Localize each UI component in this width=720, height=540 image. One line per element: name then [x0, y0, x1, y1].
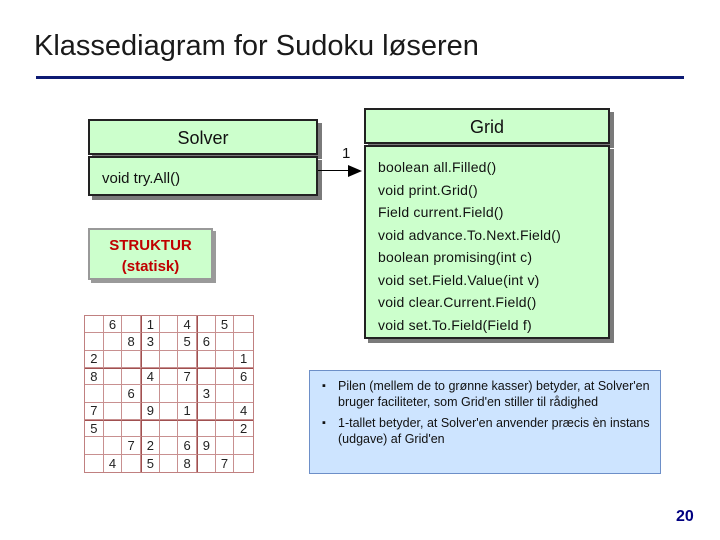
sudoku-cell	[234, 455, 253, 472]
sudoku-cell	[85, 455, 104, 472]
solver-method: void try.All()	[88, 156, 318, 196]
sudoku-cell: 4	[234, 403, 253, 420]
sudoku-cell	[234, 333, 253, 350]
sudoku-cell: 2	[85, 351, 104, 368]
stereotype-label: STRUKTUR	[109, 237, 192, 254]
sudoku-cell	[234, 316, 253, 333]
grid-method: void set.Field.Value(int v)	[378, 271, 540, 288]
sudoku-cell: 1	[178, 403, 197, 420]
sudoku-cell	[197, 420, 216, 437]
sudoku-cell	[178, 420, 197, 437]
note-text: Pilen (mellem de to grønne kasser) betyder, at Solver'en bruger faciliteter, som Grid'en stiller til rådighed	[338, 379, 650, 409]
sudoku-cell	[122, 455, 141, 472]
sudoku-cell	[216, 420, 235, 437]
sudoku-cell	[141, 420, 160, 437]
page-number: 20	[676, 508, 694, 525]
grid-method-list	[364, 145, 610, 339]
sudoku-cell	[104, 385, 123, 402]
sudoku-cell	[104, 351, 123, 368]
sudoku-cell	[197, 351, 216, 368]
note-item	[320, 378, 650, 410]
sudoku-cell	[122, 368, 141, 385]
sudoku-cell	[234, 437, 253, 454]
sudoku-cell	[85, 333, 104, 350]
sudoku-cell: 9	[197, 437, 216, 454]
sudoku-cell	[197, 403, 216, 420]
grid-method: Field current.Field()	[378, 204, 504, 220]
sudoku-cell	[85, 385, 104, 402]
bullet-icon: ▪	[322, 380, 326, 392]
sudoku-cell: 5	[216, 316, 235, 333]
sudoku-cell	[234, 385, 253, 402]
sudoku-cell	[141, 351, 160, 368]
sudoku-cell	[122, 420, 141, 437]
sudoku-cell	[160, 333, 179, 350]
sudoku-cell	[216, 385, 235, 402]
notes-box	[309, 370, 661, 474]
sudoku-cell	[216, 351, 235, 368]
sudoku-cell	[178, 385, 197, 402]
sudoku-cell: 6	[104, 316, 123, 333]
sudoku-cell	[197, 316, 216, 333]
sudoku-cell	[122, 403, 141, 420]
sudoku-cell: 3	[197, 385, 216, 402]
sudoku-cell	[160, 385, 179, 402]
sudoku-cell: 7	[122, 437, 141, 454]
sudoku-cell	[216, 403, 235, 420]
slide-title: Klassediagram for Sudoku løseren	[34, 30, 479, 62]
sudoku-cell	[141, 385, 160, 402]
sudoku-cell: 1	[141, 316, 160, 333]
association-line	[318, 170, 350, 171]
sudoku-cell	[216, 368, 235, 385]
sudoku-cell: 2	[141, 437, 160, 454]
sudoku-cell: 6	[178, 437, 197, 454]
sudoku-cell: 4	[141, 368, 160, 385]
sudoku-cell: 3	[141, 333, 160, 350]
sudoku-cell	[104, 403, 123, 420]
sudoku-cell: 7	[216, 455, 235, 472]
sudoku-grid	[84, 315, 254, 473]
sudoku-cell: 4	[104, 455, 123, 472]
sudoku-cell	[160, 420, 179, 437]
bullet-icon: ▪	[322, 417, 326, 429]
sudoku-cell: 4	[178, 316, 197, 333]
sudoku-cell	[122, 351, 141, 368]
grid-method: void print.Grid()	[378, 181, 478, 198]
sudoku-cell: 6	[122, 385, 141, 402]
grid-class-name: Grid	[364, 108, 610, 144]
sudoku-cell	[160, 368, 179, 385]
multiplicity-label: 1	[342, 145, 351, 162]
sudoku-cell: 1	[234, 351, 253, 368]
grid-method: void set.To.Field(Field f)	[378, 316, 532, 333]
sudoku-cell: 8	[122, 333, 141, 350]
sudoku-cell	[197, 368, 216, 385]
sudoku-cell: 7	[85, 403, 104, 420]
sudoku-cell	[197, 455, 216, 472]
sudoku-cell: 5	[141, 455, 160, 472]
sudoku-cell: 7	[178, 368, 197, 385]
sudoku-cell	[160, 403, 179, 420]
sudoku-cell	[178, 351, 197, 368]
sudoku-cell: 8	[85, 368, 104, 385]
association-arrowhead	[348, 165, 362, 177]
sudoku-cell	[160, 437, 179, 454]
stereotype-sublabel: (statisk)	[121, 258, 180, 275]
sudoku-cell	[85, 316, 104, 333]
sudoku-cell	[85, 437, 104, 454]
sudoku-cell	[104, 368, 123, 385]
title-divider	[36, 76, 684, 79]
sudoku-cell: 8	[178, 455, 197, 472]
sudoku-cell	[104, 333, 123, 350]
grid-method: void advance.To.Next.Field()	[378, 226, 562, 243]
grid-method: boolean promising(int c)	[378, 249, 533, 265]
sudoku-cell: 6	[197, 333, 216, 350]
sudoku-cell	[216, 437, 235, 454]
grid-method: boolean all.Filled()	[378, 159, 497, 175]
sudoku-cell: 9	[141, 403, 160, 420]
stereotype-box	[88, 228, 213, 280]
sudoku-cell	[104, 437, 123, 454]
note-text: 1-tallet betyder, at Solver'en anvender præcis èn instans (udgave) af Grid'en	[338, 416, 650, 446]
solver-class-name: Solver	[88, 119, 318, 155]
grid-method: void clear.Current.Field()	[378, 294, 537, 310]
sudoku-cell	[122, 316, 141, 333]
sudoku-cell	[160, 455, 179, 472]
sudoku-cell: 2	[234, 420, 253, 437]
sudoku-cell	[104, 420, 123, 437]
sudoku-cell	[160, 316, 179, 333]
sudoku-cell: 5	[85, 420, 104, 437]
sudoku-cell: 6	[234, 368, 253, 385]
note-item	[320, 415, 650, 447]
sudoku-cell	[160, 351, 179, 368]
sudoku-cell: 5	[178, 333, 197, 350]
sudoku-cell	[216, 333, 235, 350]
